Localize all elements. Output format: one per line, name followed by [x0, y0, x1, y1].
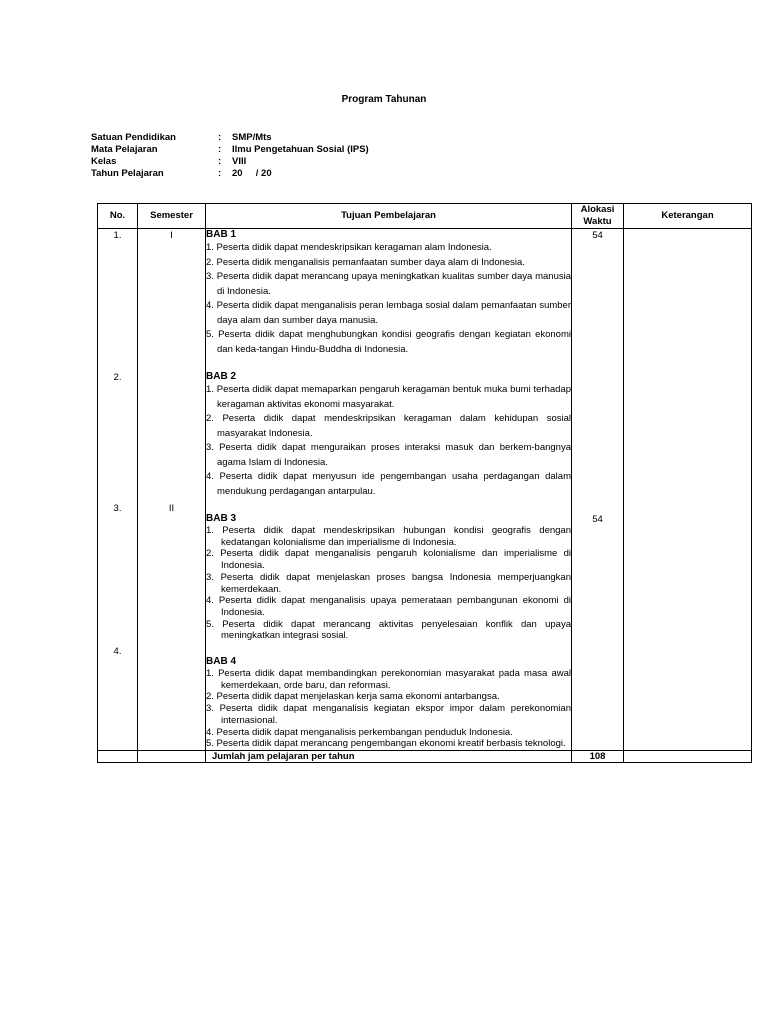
- info-block: [91, 132, 369, 180]
- list-item: 3. Peserta didik dapat menganalisis kegiatan ekspor impor dalam perekonomian internasional.: [206, 703, 571, 726]
- bab-list: [206, 668, 571, 750]
- info-value: Ilmu Pengetahuan Sosial (IPS): [232, 144, 369, 155]
- semester-column: [138, 229, 206, 751]
- list-item: 5. Peserta didik dapat merancang aktivitas penyelesaian konflik dan upaya meningkatkan integrasi sosial.: [206, 618, 571, 642]
- header-keterangan: Keterangan: [624, 204, 752, 229]
- footer-empty-cell: [98, 750, 138, 762]
- table-footer-row: [98, 750, 752, 762]
- table-body-row: [98, 229, 752, 751]
- bab-title: BAB 1: [206, 229, 237, 240]
- footer-empty-cell: [624, 750, 752, 762]
- bab-list: [206, 383, 571, 499]
- row-number: 2.: [113, 372, 122, 383]
- footer-label: Jumlah jam pelajaran per tahun: [206, 750, 572, 762]
- bab-title: BAB 4: [206, 656, 237, 668]
- semester-value: II: [168, 503, 175, 514]
- no-column: [98, 229, 138, 751]
- info-row: [91, 156, 369, 168]
- info-label: Kelas: [91, 156, 117, 167]
- row-number: 3.: [113, 503, 122, 514]
- list-item: 3. Peserta didik dapat menguraikan proses interaksi masuk dan berkem-bangnya agama Islam di Indonesia.: [206, 442, 571, 468]
- row-number: 1.: [113, 230, 122, 241]
- info-label: Mata Pelajaran: [91, 144, 158, 155]
- list-item: 1. Peserta didik dapat memaparkan pengaruh keragaman bentuk muka bumi terhadap keragaman aktivitas ekonomi masyarakat.: [206, 384, 571, 410]
- bab-title: BAB 2: [206, 371, 237, 382]
- info-row: [91, 168, 369, 180]
- bab-title: BAB 3: [206, 513, 237, 524]
- list-item: 2. Peserta didik dapat menjelaskan kerja sama ekonomi antarbangsa.: [206, 691, 500, 703]
- list-item: 4. Peserta didik dapat menganalisis perkembangan penduduk Indonesia.: [206, 726, 513, 738]
- list-item: 1. Peserta didik dapat membandingkan perekonomian masyarakat pada masa awal kemerdekaan, orde baru, dan reformasi.: [206, 668, 571, 691]
- info-row: [91, 132, 369, 144]
- page-title: Program Tahunan: [341, 94, 427, 105]
- info-colon: :: [218, 168, 222, 179]
- info-label: Tahun Pelajaran: [91, 168, 164, 179]
- info-value: SMP/Mts: [232, 132, 272, 143]
- list-item: 2. Peserta didik menganalisis pemanfaatan sumber daya alam di Indonesia.: [206, 256, 525, 268]
- list-item: 5. Peserta didik dapat merancang pengembangan ekonomi kreatif berbasis teknologi.: [206, 738, 566, 750]
- list-item: 4. Peserta didik dapat menganalisis upaya pemerataan pembangunan ekonomi di Indonesia.: [206, 595, 571, 618]
- list-item: 5. Peserta didik dapat menghubungkan kondisi geografis dengan kegiatan ekonomi dan keda-tangan Hindu-Buddha di Indonesia.: [206, 329, 571, 355]
- list-item: 4. Peserta didik dapat menganalisis peran lembaga sosial dalam pemanfaatan sumber daya alam dan sumber daya manusia.: [206, 300, 571, 326]
- list-item: 2. Peserta didik dapat mendeskripsikan keragaman dalam kehidupan sosial masyarakat Indonesia.: [206, 413, 571, 439]
- footer-empty-cell: [138, 750, 206, 762]
- alokasi-value: 54: [592, 514, 603, 525]
- info-value: 20 / 20: [232, 168, 272, 179]
- keterangan-column: [624, 229, 752, 751]
- info-label: Satuan Pendidikan: [91, 132, 176, 143]
- header-semester: Semester: [138, 204, 206, 229]
- program-table: [97, 203, 752, 763]
- info-colon: :: [218, 144, 222, 155]
- alokasi-value: 54: [592, 230, 603, 241]
- list-item: 1. Peserta didik dapat mendeskripsikan keragaman alam Indonesia.: [206, 242, 492, 253]
- bab-list: [206, 241, 571, 357]
- info-row: [91, 144, 369, 156]
- list-item: 4. Peserta didik dapat menyusun ide pengembangan usaha perdagangan dalam mendukung perdagangan antarpulau.: [206, 471, 571, 497]
- header-tujuan: Tujuan Pembelajaran: [206, 204, 572, 229]
- list-item: 3. Peserta didik dapat menjelaskan proses bangsa Indonesia memperjuangkan kemerdekaan.: [206, 571, 571, 595]
- alokasi-column: [572, 229, 624, 751]
- semester-value: I: [170, 230, 173, 241]
- table-header-row: [98, 204, 752, 229]
- info-colon: :: [218, 156, 222, 167]
- list-item: 2. Peserta didik dapat menganalisis pengaruh kolonialisme dan imperialisme di Indonesia.: [206, 548, 571, 572]
- header-alokasi: Alokasi Waktu: [572, 204, 624, 229]
- header-no: No.: [98, 204, 138, 229]
- info-colon: :: [218, 132, 222, 143]
- footer-total: 108: [572, 750, 624, 762]
- list-item: 3. Peserta didik dapat merancang upaya meningkatkan kualitas sumber daya manusia di Indonesia.: [206, 271, 571, 297]
- list-item: 1. Peserta didik dapat mendeskripsikan hubungan kondisi geografis dengan kedatangan kolonialisme dan imperialisme di Indonesia.: [206, 525, 571, 548]
- tujuan-column: [206, 229, 572, 751]
- bab-list: [206, 525, 571, 642]
- info-value: VIII: [232, 156, 247, 167]
- row-number: 4.: [113, 646, 122, 657]
